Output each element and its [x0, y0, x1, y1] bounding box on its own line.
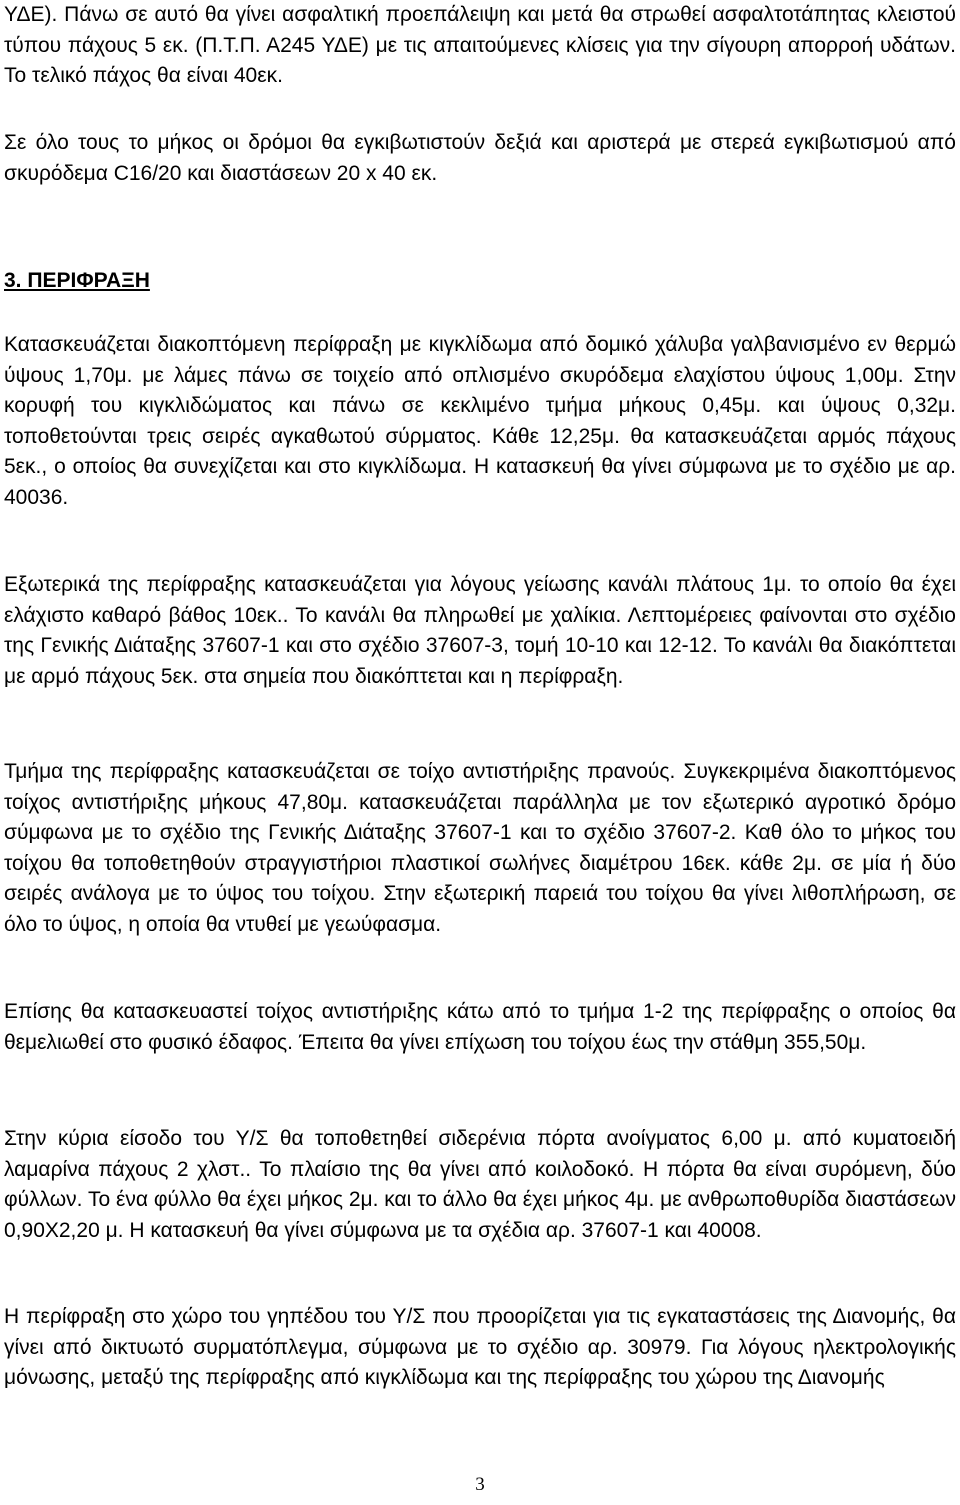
paragraph-main-gate: Στην κύρια είσοδο του Υ/Σ θα τοποθετηθεί σιδερένια πόρτα ανοίγματος 6,00 μ. από κυματοειδή λαμαρίνα πάχους 2 χλστ.. Το πλαίσιο της θα γίνει από κοιλοδοκό. Η πόρτα θα είναι συρόμενη, δύο φύλλων. Το ένα φύλλο θα έχει μήκος 2μ. και το άλλο θα έχει μήκος 4μ. με ανθρωποθυρίδα διαστάσεων 0,90Χ2,20 μ. Η κατασκευή θα γίνει σύμφωνα με τα σχέδια αρ. 37607-1 και 40008.: [4, 1127, 956, 1242]
paragraph-grounding-channel: Εξωτερικά της περίφραξης κατασκευάζεται για λόγους γείωσης κανάλι πλάτους 1μ. το οποίο θα έχει ελάχιστο καθαρό βάθος 10εκ.. Το κανάλι θα πληρωθεί με χαλίκια. Λεπτομέρειες φαίνονται στο σχέδιο της Γενικής Διάταξης 37607-1 και στο σχέδιο 37607-3, τομή 10-10 και 12-12. Το κανάλι θα διακόπτεται με αρμό πάχους 5εκ. στα σημεία που διακόπτεται και η περίφραξη.: [4, 573, 956, 688]
paragraph-retaining-wall: Τμήμα της περίφραξης κατασκευάζεται σε τοίχο αντιστήριξης πρανούς. Συγκεκριμένα διακοπτόμενος τοίχος αντιστήριξης μήκους 47,80μ. κατασκευάζεται παράλληλα με τον εξωτερικό αγροτικό δρόμο σύμφωνα με το σχέδιο της Γενικής Διάταξης 37607-1 και το σχέδιο 37607-2. Καθ όλο το μήκος του τοίχου θα τοποθετηθούν στραγγιστήριοι πλαστικοί σωλήνες διαμέτρου 16εκ. κάθε 2μ. σε μία ή δύο σειρές ανάλογα με το ύψος του τοίχου. Στην εξωτερική παρειά του τοίχου θα γίνει λιθοπλήρωση, σε όλο το ύψος, η οποία θα ντυθεί με γεωύφασμα.: [4, 760, 956, 936]
page-number: 3: [475, 1474, 485, 1495]
paragraph-second-wall: Επίσης θα κατασκευαστεί τοίχος αντιστήριξης κάτω από το τμήμα 1-2 της περίφραξης ο οποίος θα θεμελιωθεί στο φυσικό έδαφος. Έπειτα θα γίνει επίχωση του τοίχου έως την στάθμη 355,50μ.: [4, 1000, 956, 1054]
paragraph-fence-construction: Κατασκευάζεται διακοπτόμενη περίφραξη με κιγκλίδωμα από δομικό χάλυβα γαλβανισμένο εν θερμώ ύψους 1,70μ. με λάμες πάνω σε τοιχείο από οπλισμένο σκυρόδεμα ελαχίστου ύψους 1,00μ. Στην κορυφή του κιγκλιδώματος και πάνω σε κεκλιμένο τμήμα μήκους 0,45μ. και ύψους 0,32μ. τοποθετούνται τρεις σειρές αγκαθωτού σύρματος. Κάθε 12,25μ. θα κατασκευάζεται αρμός πάχους 5εκ., ο οποίος θα συνεχίζεται και στο κιγκλίδωμα. Η κατασκευή θα γίνει σύμφωνα με το σχέδιο με αρ. 40036.: [4, 333, 956, 509]
paragraph-distribution-fence: Η περίφραξη στο χώρο του γηπέδου του Υ/Σ που προορίζεται για τις εγκαταστάσεις της Διανομής, θα γίνει από δικτυωτό συρματόπλεγμα, σύμφωνα με το σχέδιο αρ. 30979. Για λόγους ηλεκτρολογικής μόνωσης, μεταξύ της περίφραξης από κιγκλίδωμα και της περίφραξης του χώρου της Διανομής: [4, 1305, 956, 1389]
section-heading-fencing: 3. ΠΕΡΙΦΡΑΞΗ: [4, 269, 150, 292]
paragraph-road-curbs: Σε όλο τους το μήκος οι δρόμοι θα εγκιβωτιστούν δεξιά και αριστερά με στερεά εγκιβωτισμού από σκυρόδεμα C16/20 και διαστάσεων 20 x 40 εκ.: [4, 131, 956, 185]
paragraph-road-paving: ΥΔΕ). Πάνω σε αυτό θα γίνει ασφαλτική προεπάλειψη και μετά θα στρωθεί ασφαλτοτάπητας κλειστού τύπου πάχους 5 εκ. (Π.Τ.Π. Α245 ΥΔΕ) με τις απαιτούμενες κλίσεις για την σίγουρη απορροή υδάτων. Το τελικό πάχος θα είναι 40εκ.: [4, 3, 956, 87]
